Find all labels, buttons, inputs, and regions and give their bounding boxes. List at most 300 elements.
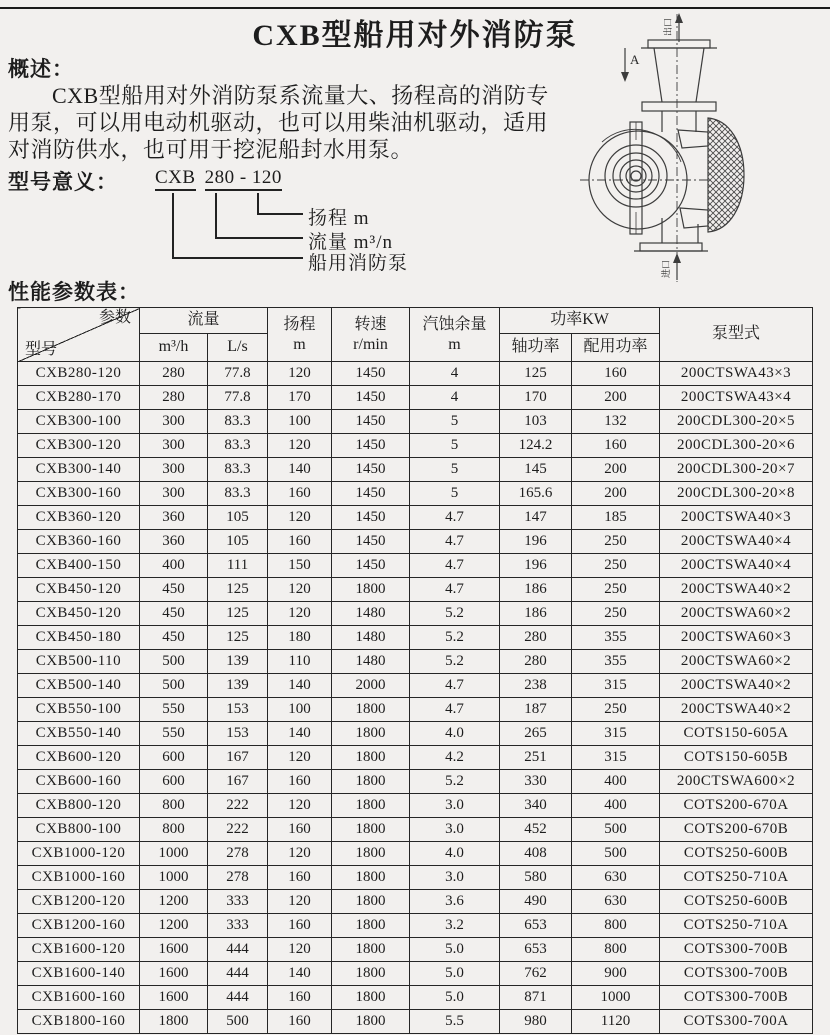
- value-cell: 160: [268, 818, 332, 842]
- pump-drawing-svg: [578, 12, 826, 284]
- value-cell: 653: [500, 914, 572, 938]
- value-cell: 222: [208, 818, 268, 842]
- value-cell: 196: [500, 554, 572, 578]
- value-cell: 550: [140, 698, 208, 722]
- value-cell: 1800: [332, 866, 410, 890]
- pump-drawing: [578, 12, 826, 284]
- value-cell: 3.0: [410, 794, 500, 818]
- value-cell: 300: [140, 410, 208, 434]
- value-cell: 5.2: [410, 602, 500, 626]
- pump-type-cell: 200CTSWA60×2: [660, 602, 813, 626]
- pump-type-cell: 200CTSWA600×2: [660, 770, 813, 794]
- model-meaning-heading: 型号意义：: [8, 170, 118, 194]
- table-header: [18, 308, 813, 362]
- pump-type-cell: COTS300-700B: [660, 938, 813, 962]
- value-cell: 167: [208, 746, 268, 770]
- table-row: [18, 866, 813, 890]
- value-cell: 83.3: [208, 482, 268, 506]
- table-row: [18, 722, 813, 746]
- value-cell: 600: [140, 770, 208, 794]
- value-cell: 5.0: [410, 938, 500, 962]
- leader-line-vertical: [257, 193, 259, 213]
- pump-type-cell: COTS250-600B: [660, 890, 813, 914]
- value-cell: 4: [410, 362, 500, 386]
- model-cell: CXB800-120: [18, 794, 140, 818]
- value-cell: 1450: [332, 410, 410, 434]
- value-cell: 103: [500, 410, 572, 434]
- value-cell: 185: [572, 506, 660, 530]
- model-cell: CXB1200-120: [18, 890, 140, 914]
- header-cell-pump-type: 泵型式: [660, 308, 813, 362]
- value-cell: 1450: [332, 482, 410, 506]
- value-cell: 800: [140, 818, 208, 842]
- value-cell: 1200: [140, 914, 208, 938]
- model-cell: CXB600-160: [18, 770, 140, 794]
- value-cell: 450: [140, 626, 208, 650]
- value-cell: 1450: [332, 362, 410, 386]
- pump-type-cell: 200CDL300-20×6: [660, 434, 813, 458]
- value-cell: 444: [208, 986, 268, 1010]
- pump-type-cell: 200CDL300-20×7: [660, 458, 813, 482]
- model-cell: CXB450-180: [18, 626, 140, 650]
- value-cell: 111: [208, 554, 268, 578]
- value-cell: 400: [140, 554, 208, 578]
- value-cell: 1450: [332, 506, 410, 530]
- table-row: [18, 962, 813, 986]
- value-cell: 160: [268, 530, 332, 554]
- value-cell: 3.0: [410, 866, 500, 890]
- value-cell: 110: [268, 650, 332, 674]
- value-cell: 280: [140, 386, 208, 410]
- value-cell: 400: [572, 770, 660, 794]
- model-cell: CXB360-120: [18, 506, 140, 530]
- value-cell: 120: [268, 506, 332, 530]
- value-cell: 139: [208, 674, 268, 698]
- value-cell: 278: [208, 866, 268, 890]
- leader-line-horizontal: [172, 257, 303, 259]
- value-cell: 83.3: [208, 458, 268, 482]
- overview-paragraph: [8, 82, 568, 163]
- model-cell: CXB450-120: [18, 602, 140, 626]
- header-cell-head: [268, 308, 332, 362]
- table-row: [18, 914, 813, 938]
- value-cell: 160: [572, 434, 660, 458]
- value-cell: 77.8: [208, 362, 268, 386]
- header-cell-speed: [332, 308, 410, 362]
- pump-type-cell: COTS300-700A: [660, 1010, 813, 1034]
- value-cell: 4.7: [410, 698, 500, 722]
- value-cell: 800: [572, 938, 660, 962]
- value-cell: 360: [140, 530, 208, 554]
- value-cell: 1000: [572, 986, 660, 1010]
- value-cell: 3.2: [410, 914, 500, 938]
- value-cell: 500: [140, 674, 208, 698]
- value-cell: 500: [572, 842, 660, 866]
- model-cell: CXB550-100: [18, 698, 140, 722]
- value-cell: 1000: [140, 866, 208, 890]
- header-cell-rated-power: 配用功率: [572, 334, 660, 362]
- model-code-prefix: CXB: [155, 167, 196, 191]
- value-cell: 1450: [332, 386, 410, 410]
- value-cell: 140: [268, 962, 332, 986]
- value-cell: 315: [572, 722, 660, 746]
- value-cell: 5.5: [410, 1010, 500, 1034]
- value-cell: 762: [500, 962, 572, 986]
- value-cell: 125: [208, 578, 268, 602]
- value-cell: 5.0: [410, 962, 500, 986]
- value-cell: 600: [140, 746, 208, 770]
- value-cell: 871: [500, 986, 572, 1010]
- header-model-label: 型号: [25, 341, 58, 359]
- table-row: [18, 434, 813, 458]
- pump-type-cell: 200CTSWA40×2: [660, 578, 813, 602]
- pump-type-cell: 200CTSWA40×2: [660, 698, 813, 722]
- value-cell: 105: [208, 530, 268, 554]
- value-cell: 300: [140, 458, 208, 482]
- value-cell: 132: [572, 410, 660, 434]
- value-cell: 1800: [332, 938, 410, 962]
- leader-line-vertical: [215, 193, 217, 237]
- pump-type-cell: COTS200-670B: [660, 818, 813, 842]
- value-cell: 500: [140, 650, 208, 674]
- table-row: [18, 626, 813, 650]
- model-cell: CXB300-160: [18, 482, 140, 506]
- table-row: [18, 842, 813, 866]
- value-cell: 120: [268, 578, 332, 602]
- outlet-label: 出口: [663, 17, 673, 36]
- value-cell: 160: [268, 914, 332, 938]
- value-cell: 125: [208, 626, 268, 650]
- value-cell: 2000: [332, 674, 410, 698]
- table-row: [18, 578, 813, 602]
- value-cell: 1600: [140, 962, 208, 986]
- model-cell: CXB300-120: [18, 434, 140, 458]
- value-cell: 120: [268, 938, 332, 962]
- table-row: [18, 650, 813, 674]
- value-cell: 222: [208, 794, 268, 818]
- value-cell: 120: [268, 794, 332, 818]
- value-cell: 3.6: [410, 890, 500, 914]
- pump-type-cell: COTS200-670A: [660, 794, 813, 818]
- header-cell-shaft-power: 轴功率: [500, 334, 572, 362]
- outlet-arrow-icon: [675, 13, 683, 42]
- value-cell: 315: [572, 746, 660, 770]
- value-cell: 452: [500, 818, 572, 842]
- pump-type-cell: 200CTSWA40×4: [660, 530, 813, 554]
- value-cell: 5: [410, 482, 500, 506]
- model-cell: CXB280-120: [18, 362, 140, 386]
- model-cell: CXB1000-120: [18, 842, 140, 866]
- value-cell: 4.0: [410, 842, 500, 866]
- header-head-label: 扬程: [283, 316, 316, 334]
- performance-table: [17, 307, 813, 1034]
- header-cell-flow-m3h: m³/h: [140, 334, 208, 362]
- value-cell: 1800: [332, 746, 410, 770]
- model-cell: CXB300-140: [18, 458, 140, 482]
- table-row: [18, 458, 813, 482]
- overview-line: CXB型船用对外消防泵系流量大、扬程高的消防专: [52, 83, 549, 108]
- value-cell: 630: [572, 890, 660, 914]
- value-cell: 360: [140, 506, 208, 530]
- value-cell: 450: [140, 578, 208, 602]
- value-cell: 165.6: [500, 482, 572, 506]
- value-cell: 4.7: [410, 674, 500, 698]
- value-cell: 580: [500, 866, 572, 890]
- value-cell: 1800: [332, 914, 410, 938]
- header-cell-npsh: [410, 308, 500, 362]
- value-cell: 120: [268, 602, 332, 626]
- overview-heading: 概述：: [8, 57, 74, 81]
- value-cell: 83.3: [208, 434, 268, 458]
- value-cell: 139: [208, 650, 268, 674]
- value-cell: 1480: [332, 626, 410, 650]
- top-rule: [0, 7, 830, 9]
- value-cell: 100: [268, 698, 332, 722]
- value-cell: 280: [500, 650, 572, 674]
- value-cell: 120: [268, 434, 332, 458]
- table-row: [18, 746, 813, 770]
- value-cell: 200: [572, 386, 660, 410]
- value-cell: 77.8: [208, 386, 268, 410]
- model-label-flow: 流量 m³/n: [308, 232, 394, 253]
- value-cell: 800: [140, 794, 208, 818]
- value-cell: 5: [410, 410, 500, 434]
- table-row: [18, 410, 813, 434]
- value-cell: 980: [500, 1010, 572, 1034]
- value-cell: 140: [268, 674, 332, 698]
- value-cell: 1800: [332, 698, 410, 722]
- header-head-unit: m: [293, 335, 306, 353]
- model-cell: CXB400-150: [18, 554, 140, 578]
- pump-type-cell: 200CDL300-20×5: [660, 410, 813, 434]
- value-cell: 1120: [572, 1010, 660, 1034]
- value-cell: 300: [140, 482, 208, 506]
- model-cell: CXB800-100: [18, 818, 140, 842]
- value-cell: 250: [572, 602, 660, 626]
- header-cell-flow-ls: L/s: [208, 334, 268, 362]
- value-cell: 120: [268, 746, 332, 770]
- value-cell: 153: [208, 698, 268, 722]
- table-row: [18, 602, 813, 626]
- value-cell: 186: [500, 578, 572, 602]
- value-cell: 5.2: [410, 650, 500, 674]
- value-cell: 265: [500, 722, 572, 746]
- value-cell: 147: [500, 506, 572, 530]
- value-cell: 5.0: [410, 986, 500, 1010]
- table-row: [18, 530, 813, 554]
- value-cell: 167: [208, 770, 268, 794]
- value-cell: 408: [500, 842, 572, 866]
- value-cell: 200: [572, 458, 660, 482]
- value-cell: 120: [268, 842, 332, 866]
- value-cell: 140: [268, 722, 332, 746]
- value-cell: 1800: [332, 722, 410, 746]
- model-code-numbers: 280 - 120: [205, 167, 282, 191]
- value-cell: 333: [208, 890, 268, 914]
- pump-type-cell: COTS250-600B: [660, 842, 813, 866]
- value-cell: 250: [572, 530, 660, 554]
- value-cell: 186: [500, 602, 572, 626]
- table-row: [18, 794, 813, 818]
- value-cell: 251: [500, 746, 572, 770]
- value-cell: 125: [208, 602, 268, 626]
- value-cell: 333: [208, 914, 268, 938]
- value-cell: 250: [572, 698, 660, 722]
- value-cell: 105: [208, 506, 268, 530]
- value-cell: 1800: [332, 770, 410, 794]
- table-row: [18, 938, 813, 962]
- value-cell: 1450: [332, 458, 410, 482]
- value-cell: 1480: [332, 650, 410, 674]
- table-row: [18, 482, 813, 506]
- value-cell: 800: [572, 914, 660, 938]
- value-cell: 1800: [332, 986, 410, 1010]
- header-npsh-unit: m: [448, 335, 461, 353]
- value-cell: 1450: [332, 554, 410, 578]
- value-cell: 4.0: [410, 722, 500, 746]
- value-cell: 300: [140, 434, 208, 458]
- value-cell: 125: [500, 362, 572, 386]
- model-code: [155, 167, 282, 189]
- value-cell: 160: [268, 866, 332, 890]
- value-cell: 180: [268, 626, 332, 650]
- pump-type-cell: COTS150-605B: [660, 746, 813, 770]
- pump-type-cell: 200CTSWA40×3: [660, 506, 813, 530]
- value-cell: 170: [500, 386, 572, 410]
- value-cell: 250: [572, 554, 660, 578]
- value-cell: 1800: [332, 962, 410, 986]
- value-cell: 1800: [332, 842, 410, 866]
- value-cell: 200: [572, 482, 660, 506]
- value-cell: 1450: [332, 530, 410, 554]
- value-cell: 1800: [140, 1010, 208, 1034]
- value-cell: 250: [572, 578, 660, 602]
- pump-type-cell: COTS150-605A: [660, 722, 813, 746]
- value-cell: 124.2: [500, 434, 572, 458]
- value-cell: 3.0: [410, 818, 500, 842]
- value-cell: 340: [500, 794, 572, 818]
- model-cell: CXB1200-160: [18, 914, 140, 938]
- value-cell: 145: [500, 458, 572, 482]
- model-cell: CXB450-120: [18, 578, 140, 602]
- table-row: [18, 674, 813, 698]
- value-cell: 120: [268, 890, 332, 914]
- value-cell: 4.7: [410, 530, 500, 554]
- value-cell: 5.2: [410, 770, 500, 794]
- value-cell: 630: [572, 866, 660, 890]
- inlet-label: 进口: [661, 259, 671, 278]
- value-cell: 400: [572, 794, 660, 818]
- model-cell: CXB1800-160: [18, 1010, 140, 1034]
- pump-type-cell: COTS250-710A: [660, 866, 813, 890]
- value-cell: 280: [500, 626, 572, 650]
- value-cell: 170: [268, 386, 332, 410]
- model-cell: CXB280-170: [18, 386, 140, 410]
- value-cell: 355: [572, 626, 660, 650]
- header-cell-flow: 流量: [140, 308, 268, 334]
- pump-type-cell: 200CTSWA60×3: [660, 626, 813, 650]
- value-cell: 1200: [140, 890, 208, 914]
- value-cell: 120: [268, 362, 332, 386]
- value-cell: 1800: [332, 578, 410, 602]
- model-cell: CXB550-140: [18, 722, 140, 746]
- table-row: [18, 386, 813, 410]
- value-cell: 4.7: [410, 578, 500, 602]
- model-cell: CXB600-120: [18, 746, 140, 770]
- page-title: CXB型船用对外消防泵: [252, 19, 578, 52]
- value-cell: 1800: [332, 1010, 410, 1034]
- model-cell: CXB500-140: [18, 674, 140, 698]
- pump-type-cell: COTS300-700B: [660, 962, 813, 986]
- section-a-label: A: [630, 52, 640, 67]
- value-cell: 450: [140, 602, 208, 626]
- value-cell: 500: [208, 1010, 268, 1034]
- value-cell: 100: [268, 410, 332, 434]
- table-row: [18, 554, 813, 578]
- value-cell: 238: [500, 674, 572, 698]
- value-cell: 187: [500, 698, 572, 722]
- performance-table-heading: 性能参数表：: [8, 280, 140, 304]
- table-row: [18, 770, 813, 794]
- pump-type-cell: COTS250-710A: [660, 914, 813, 938]
- overview-line: 对消防供水，也可用于挖泥船封水用泵。: [8, 137, 414, 162]
- value-cell: 5: [410, 434, 500, 458]
- value-cell: 160: [268, 482, 332, 506]
- model-cell: CXB1600-160: [18, 986, 140, 1010]
- value-cell: 1800: [332, 794, 410, 818]
- header-cell-model-param: [18, 308, 140, 362]
- model-cell: CXB500-110: [18, 650, 140, 674]
- overview-line: 用泵，可以用电动机驱动，也可以用柴油机驱动，适用: [8, 110, 549, 135]
- value-cell: 1480: [332, 602, 410, 626]
- pump-type-cell: 200CTSWA43×3: [660, 362, 813, 386]
- table-row: [18, 818, 813, 842]
- value-cell: 315: [572, 674, 660, 698]
- header-param-label: 参数: [98, 309, 131, 326]
- pump-type-cell: 200CTSWA60×2: [660, 650, 813, 674]
- value-cell: 500: [572, 818, 660, 842]
- header-speed-label: 转速: [354, 316, 387, 334]
- value-cell: 280: [140, 362, 208, 386]
- pump-type-cell: COTS300-700B: [660, 986, 813, 1010]
- value-cell: 1800: [332, 818, 410, 842]
- model-label-head: 扬程 m: [308, 208, 370, 229]
- model-cell: CXB300-100: [18, 410, 140, 434]
- value-cell: 1000: [140, 842, 208, 866]
- header-cell-power: 功率KW: [500, 308, 660, 334]
- value-cell: 4: [410, 386, 500, 410]
- value-cell: 900: [572, 962, 660, 986]
- inlet-arrow-icon: [673, 253, 681, 280]
- leader-line-horizontal: [257, 213, 303, 215]
- pump-type-cell: 200CTSWA40×2: [660, 674, 813, 698]
- table-row: [18, 362, 813, 386]
- value-cell: 153: [208, 722, 268, 746]
- value-cell: 653: [500, 938, 572, 962]
- value-cell: 150: [268, 554, 332, 578]
- model-label-pump: 船用消防泵: [308, 253, 409, 274]
- table-row: [18, 698, 813, 722]
- model-cell: CXB360-160: [18, 530, 140, 554]
- header-npsh-label: 汽蚀余量: [422, 316, 487, 334]
- value-cell: 490: [500, 890, 572, 914]
- value-cell: 140: [268, 458, 332, 482]
- value-cell: 160: [572, 362, 660, 386]
- value-cell: 444: [208, 962, 268, 986]
- value-cell: 1600: [140, 986, 208, 1010]
- leader-line-vertical: [172, 193, 174, 257]
- section-a-arrow-icon: [621, 48, 629, 82]
